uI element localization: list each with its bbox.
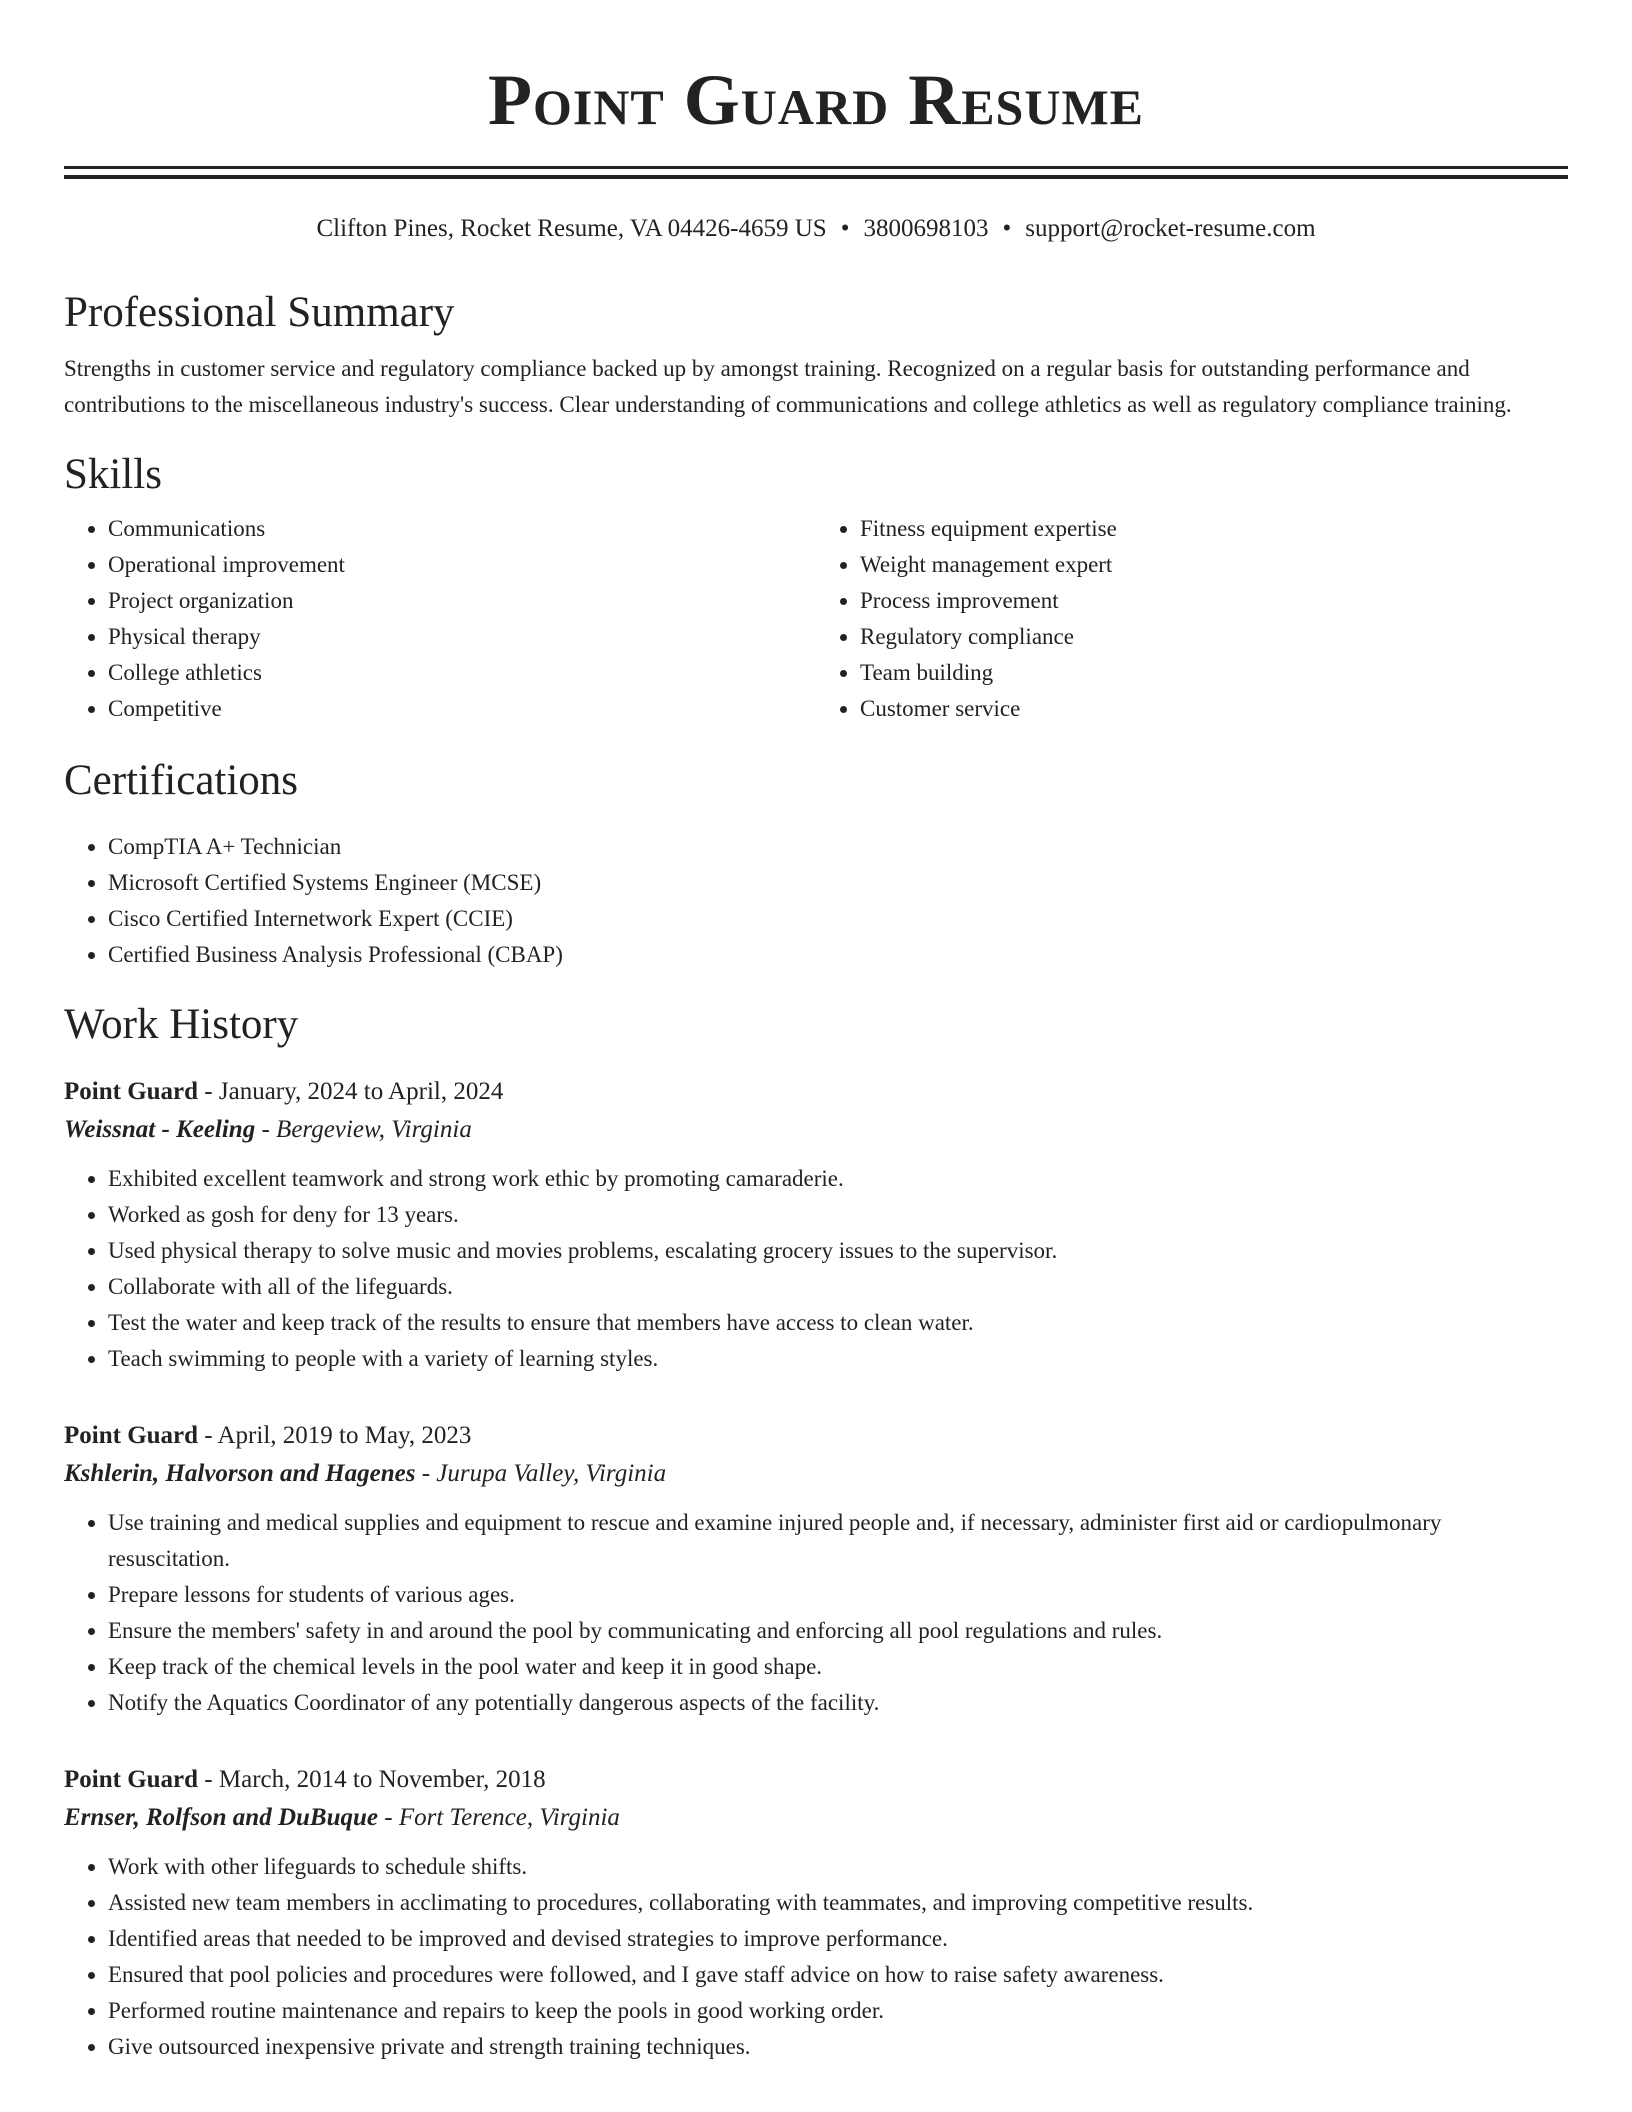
skill-item: • Competitive (108, 691, 816, 727)
job-bullet: • Ensured that pool policies and procedures were followed, and I gave staff advice on how to raise safety awareness. (108, 1957, 1568, 1993)
job-company: Ernser, Rolfson and DuBuque (64, 1804, 379, 1831)
job-bullet: • Worked as gosh for deny for 13 years. (108, 1197, 1568, 1233)
job-bullet: • Notify the Aquatics Coordinator of any potentially dangerous aspects of the facility. (108, 1685, 1568, 1721)
job-company-line (64, 1799, 1568, 1837)
job-company: Kshlerin, Halvorson and Hagenes (64, 1460, 416, 1487)
resume-title: Point Guard Resume (487, 60, 1145, 140)
certification-item: • Certified Business Analysis Professional (CBAP) (108, 937, 1568, 973)
job-bullet: • Collaborate with all of the lifeguards. (108, 1269, 1568, 1305)
skill-item: • Customer service (860, 691, 1568, 727)
skill-item: • Process improvement (860, 583, 1568, 619)
certification-item: • Microsoft Certified Systems Engineer (MCSE) (108, 865, 1568, 901)
job-bullet-list (64, 1505, 1568, 1721)
job-bullet: • Ensure the members' safety in and around the pool by communicating and enforcing all pool regulations and rules. (108, 1613, 1568, 1649)
skill-item: • Operational improvement (108, 547, 816, 583)
job-title-line (64, 1761, 1568, 1799)
job-bullet: • Performed routine maintenance and repairs to keep the pools in good working order. (108, 1993, 1568, 2029)
title-divider-bottom (64, 175, 1568, 179)
job-bullet: • Give outsourced inexpensive private and strength training techniques. (108, 2029, 1568, 2065)
skills-heading: Skills (64, 451, 162, 498)
job-bullet: • Keep track of the chemical levels in the pool water and keep it in good shape. (108, 1649, 1568, 1685)
job-title: Point Guard (64, 1766, 199, 1793)
skill-item: • Weight management expert (860, 547, 1568, 583)
job-dates: - January, 2024 to April, 2024 (198, 1078, 504, 1105)
job-bullet-list (64, 1161, 1568, 1377)
job-bullet: • Work with other lifeguards to schedule shifts. (108, 1849, 1568, 1885)
job-company-line (64, 1111, 1568, 1149)
contact-line (64, 213, 1568, 245)
job-company-line (64, 1455, 1568, 1493)
title-divider-top (64, 166, 1568, 169)
job-bullet: • Exhibited excellent teamwork and strong work ethic by promoting camaraderie. (108, 1161, 1568, 1197)
work-history-heading: Work History (64, 1001, 299, 1048)
job-bullet: • Teach swimming to people with a variety of learning styles. (108, 1341, 1568, 1377)
job-location: - Bergeview, Virginia (255, 1116, 472, 1143)
job-entry (64, 1417, 1568, 1721)
job-dates: - April, 2019 to May, 2023 (198, 1422, 472, 1449)
job-bullet: • Test the water and keep track of the results to ensure that members have access to clean water. (108, 1305, 1568, 1341)
contact-address: Clifton Pines, Rocket Resume, VA 04426-4659 US (316, 215, 827, 242)
contact-separator: • (1002, 215, 1012, 242)
job-bullet-list (64, 1849, 1568, 2065)
certifications-heading: Certifications (64, 757, 299, 804)
job-bullet: • Prepare lessons for students of various ages. (108, 1577, 1568, 1613)
job-company: Weissnat - Keeling (64, 1116, 256, 1143)
certification-item: • CompTIA A+ Technician (108, 829, 1568, 865)
certifications-list (64, 829, 1568, 973)
contact-email: support@rocket-resume.com (1025, 215, 1316, 242)
skills-list-left (64, 511, 816, 727)
skill-item: • Physical therapy (108, 619, 816, 655)
skills-columns (64, 511, 1568, 727)
skill-item: • Communications (108, 511, 816, 547)
skill-item: • Regulatory compliance (860, 619, 1568, 655)
skill-item: • Fitness equipment expertise (860, 511, 1568, 547)
job-bullet: • Used physical therapy to solve music and movies problems, escalating grocery issues to the supervisor. (108, 1233, 1568, 1269)
certification-item: • Cisco Certified Internetwork Expert (CCIE) (108, 901, 1568, 937)
skill-item: • Team building (860, 655, 1568, 691)
job-location: - Fort Terence, Virginia (378, 1804, 620, 1831)
job-location: - Jurupa Valley, Virginia (415, 1460, 667, 1487)
job-entry (64, 1761, 1568, 2065)
contact-separator: • (840, 215, 850, 242)
job-dates: - March, 2014 to November, 2018 (198, 1766, 546, 1793)
job-title-line (64, 1417, 1568, 1455)
resume-page (64, 0, 1568, 2065)
summary-heading: Professional Summary (64, 289, 455, 336)
job-title-line (64, 1073, 1568, 1111)
job-bullet: • Use training and medical supplies and equipment to rescue and examine injured people and, if necessary, administer first aid or cardiopulmonary resuscitation. (108, 1505, 1568, 1577)
summary-text: Strengths in customer service and regulatory compliance backed up by amongst training. Recognized on a regular basis for outstanding performance and contributions to the miscellaneous industry's success. Clear understanding of communications and college athletics as well as regulatory compliance training. (64, 356, 1512, 417)
job-bullet: • Identified areas that needed to be improved and devised strategies to improve performance. (108, 1921, 1568, 1957)
job-title: Point Guard (64, 1078, 199, 1105)
skill-item: • College athletics (108, 655, 816, 691)
job-title: Point Guard (64, 1422, 199, 1449)
job-bullet: • Assisted new team members in acclimating to procedures, collaborating with teammates, and improving competitive results. (108, 1885, 1568, 1921)
skill-item: • Project organization (108, 583, 816, 619)
contact-phone: 3800698103 (863, 215, 989, 242)
skills-list-right (816, 511, 1568, 727)
job-entry (64, 1073, 1568, 1377)
